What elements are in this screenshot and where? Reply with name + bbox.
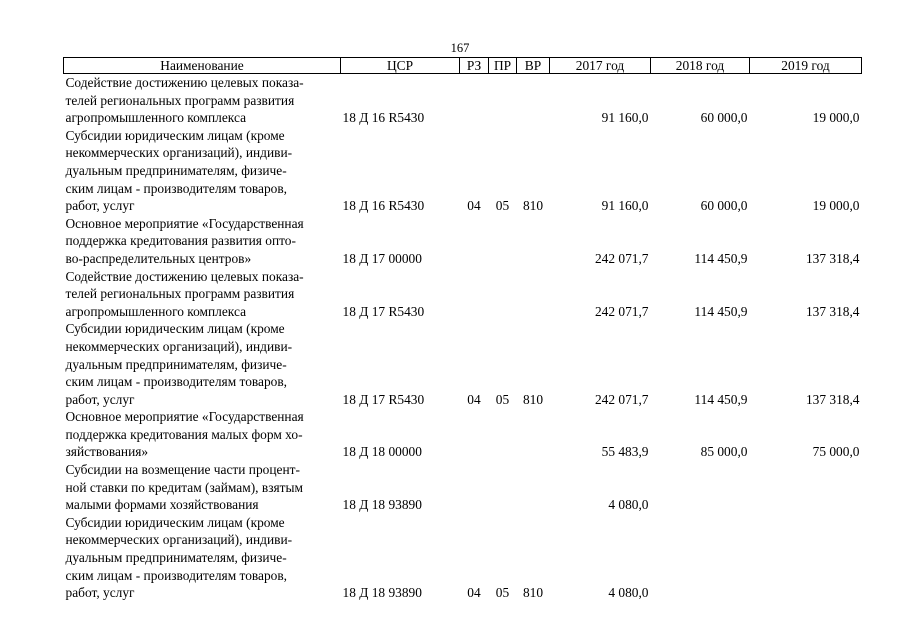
cell-csr: 18 Д 17 R5430 <box>342 391 425 407</box>
header-rz: РЗ <box>460 58 489 74</box>
cell-2018: 114 450,9 <box>694 303 748 319</box>
cell-2017: 4 080,0 <box>608 585 649 601</box>
cell-2017: 242 071,7 <box>594 250 649 266</box>
table-header <box>64 58 862 74</box>
cell-csr: 18 Д 18 93890 <box>342 497 422 513</box>
table-row <box>64 215 862 268</box>
cell-pr <box>489 74 517 127</box>
cell-rz: 04 <box>467 198 481 214</box>
cell-rz <box>460 461 489 514</box>
cell-name: Субсидии юридическим лицам (кроме некоммерческих организаций), индиви- дуальным предпринимателям, физиче- ским лицам - производителям товаров, работ, услуг <box>65 514 293 601</box>
cell-csr: 18 Д 17 R5430 <box>342 303 425 319</box>
cell-name: Содействие достижению целевых показа- телей региональных программ развития агропромышленного комплекса <box>65 75 304 126</box>
cell-2019: 137 318,4 <box>805 391 860 407</box>
cell-2018: 60 000,0 <box>700 198 748 214</box>
cell-pr <box>489 408 517 461</box>
cell-vr <box>517 74 550 127</box>
cell-2018: 85 000,0 <box>700 444 748 460</box>
cell-pr <box>489 461 517 514</box>
cell-name: Основное мероприятие «Государственная поддержка кредитования малых форм хо- зяйствования» <box>65 409 304 460</box>
cell-2017: 242 071,7 <box>594 303 649 319</box>
header-pr: ПР <box>489 58 517 74</box>
cell-vr <box>517 461 550 514</box>
cell-2019: 75 000,0 <box>812 444 860 460</box>
table-row <box>64 461 862 514</box>
header-csr: ЦСР <box>341 58 460 74</box>
cell-csr: 18 Д 16 R5430 <box>342 198 425 214</box>
cell-rz <box>460 215 489 268</box>
cell-2019: 19 000,0 <box>812 198 860 214</box>
cell-vr: 810 <box>522 391 544 407</box>
page-number: 167 <box>450 41 470 55</box>
cell-2017: 91 160,0 <box>601 198 649 214</box>
cell-rz: 04 <box>467 391 481 407</box>
cell-2018: 114 450,9 <box>694 391 748 407</box>
cell-2019 <box>750 461 862 514</box>
cell-pr <box>489 215 517 268</box>
cell-2018 <box>651 461 750 514</box>
cell-vr <box>517 215 550 268</box>
header-row <box>64 58 862 74</box>
table-row <box>64 268 862 321</box>
cell-2017: 91 160,0 <box>601 110 649 126</box>
cell-2017: 55 483,9 <box>601 444 649 460</box>
cell-vr: 810 <box>522 585 544 601</box>
header-name: Наименование <box>64 58 341 74</box>
cell-2019 <box>750 514 862 602</box>
cell-2019: 137 318,4 <box>805 250 860 266</box>
cell-rz: 04 <box>467 585 481 601</box>
table-row <box>64 408 862 461</box>
cell-2017: 4 080,0 <box>608 497 649 513</box>
cell-2019: 19 000,0 <box>812 110 860 126</box>
cell-rz <box>460 268 489 321</box>
table-body <box>64 74 862 602</box>
cell-pr: 05 <box>495 391 510 407</box>
table-row <box>64 74 862 127</box>
cell-2018: 114 450,9 <box>694 250 748 266</box>
cell-vr <box>517 408 550 461</box>
cell-name: Субсидии на возмещение части процент- ной ставки по кредитам (займам), взятым малыми формами хозяйствования <box>65 462 303 513</box>
budget-table <box>63 57 862 602</box>
cell-vr: 810 <box>522 198 544 214</box>
cell-name: Содействие достижению целевых показа- телей региональных программ развития агропромышленного комплекса <box>65 268 304 319</box>
cell-2019: 137 318,4 <box>805 303 860 319</box>
cell-csr: 18 Д 17 00000 <box>342 250 422 266</box>
header-2019: 2019 год <box>750 58 862 74</box>
table-row <box>64 514 862 602</box>
header-2018: 2018 год <box>651 58 750 74</box>
cell-rz <box>460 74 489 127</box>
cell-2018: 60 000,0 <box>700 110 748 126</box>
header-vr: ВР <box>517 58 550 74</box>
cell-vr <box>517 268 550 321</box>
table-row <box>64 127 862 215</box>
cell-name: Субсидии юридическим лицам (кроме некоммерческих организаций), индиви- дуальным предпринимателям, физиче- ским лицам - производителям товаров, работ, услуг <box>65 127 293 214</box>
cell-pr: 05 <box>495 198 510 214</box>
table-row <box>64 320 862 408</box>
cell-2017: 242 071,7 <box>594 391 649 407</box>
cell-pr <box>489 268 517 321</box>
cell-2018 <box>651 514 750 602</box>
cell-csr: 18 Д 16 R5430 <box>342 110 425 126</box>
cell-rz <box>460 408 489 461</box>
cell-pr: 05 <box>495 585 510 601</box>
cell-name: Основное мероприятие «Государственная поддержка кредитования развития опто- во-распределительных центров» <box>65 215 304 266</box>
header-2017: 2017 год <box>550 58 651 74</box>
cell-csr: 18 Д 18 00000 <box>342 444 422 460</box>
cell-csr: 18 Д 18 93890 <box>342 585 422 601</box>
cell-name: Субсидии юридическим лицам (кроме некоммерческих организаций), индиви- дуальным предпринимателям, физиче- ским лицам - производителям товаров, работ, услуг <box>65 321 293 407</box>
